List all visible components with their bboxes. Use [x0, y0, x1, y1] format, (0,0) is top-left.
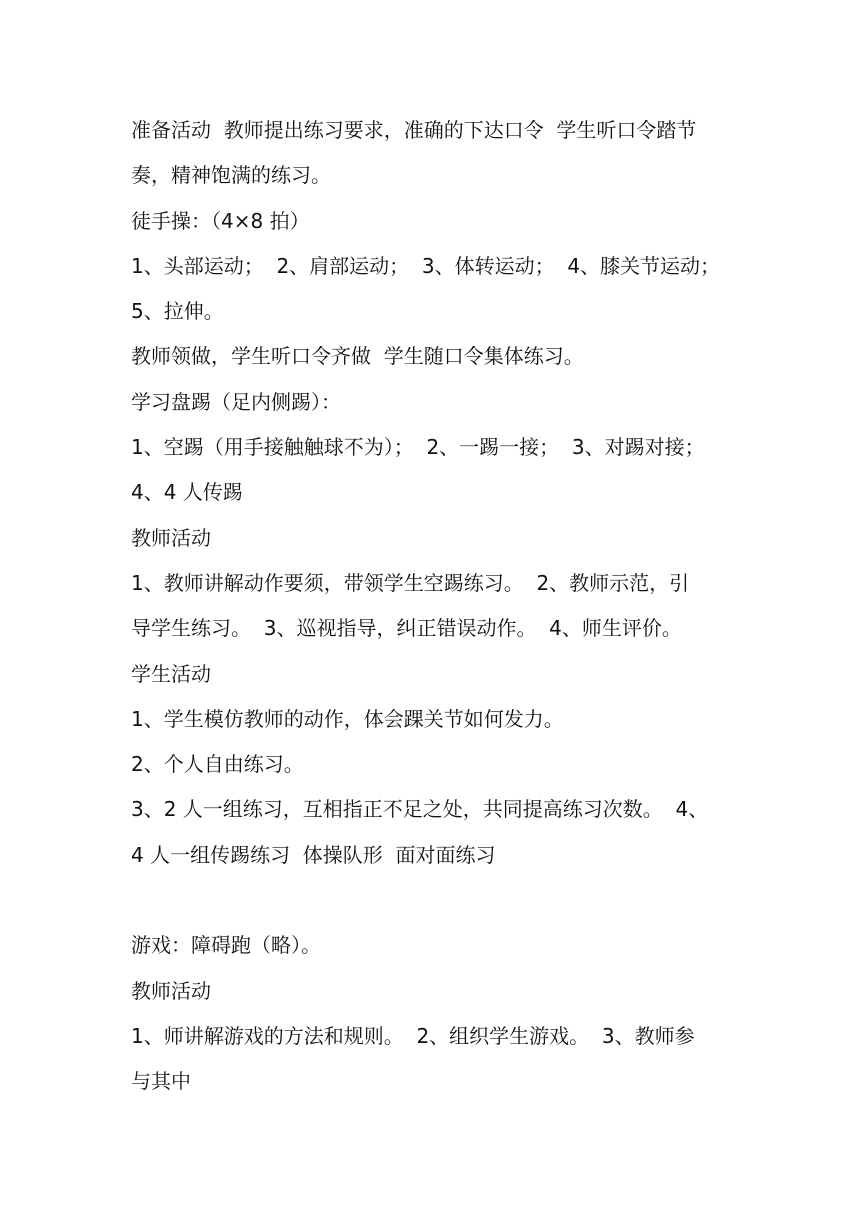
text-line: 学习盘踢（足内侧踢）： — [131, 389, 341, 414]
text-line: 1、教师讲解动作要须，带领学生空踢练习。 2、教师示范，引 — [131, 570, 690, 595]
text-line: 导学生练习。 3、巡视指导，纠正错误动作。 4、师生评价。 — [131, 616, 682, 641]
section-heading: 学生活动 — [131, 661, 211, 686]
text-line: 徒手操：（4×8 拍） — [131, 208, 310, 233]
text-line: 4、4 人传踢 — [131, 480, 243, 505]
text-line: 1、师讲解游戏的方法和规则。 2、组织学生游戏。 3、教师参 — [131, 1023, 695, 1048]
text-line: 1、学生模仿教师的动作，体会踝关节如何发力。 — [131, 706, 564, 731]
text-line: 1、空踢（用手接触触球不为）； 2、一踢一接； 3、对踢对接； — [131, 435, 705, 460]
text-line: 1、头部运动； 2、肩部运动； 3、体转运动； 4、膝关节运动； — [131, 253, 721, 278]
text-line: 奏，精神饱满的练习。 — [131, 163, 331, 188]
document-body — [131, 108, 741, 1105]
text-line: 5、拉伸。 — [131, 299, 224, 324]
text-line: 2、个人自由练习。 — [131, 752, 304, 777]
text-line: 与其中 — [131, 1069, 191, 1094]
text-line: 准备活动 教师提出练习要求，准确的下达口令 学生听口令踏节 — [131, 118, 697, 142]
text-line: 游戏：障碍跑（略）。 — [131, 933, 321, 958]
text-line: 教师领做，学生听口令齐做 学生随口令集体练习。 — [131, 344, 584, 369]
blank-line — [131, 878, 741, 923]
text-line: 4 人一组传踢练习 体操队形 面对面练习 — [131, 842, 496, 867]
text-line: 3、2 人一组练习，互相指正不足之处，共同提高练习次数。 4、 — [131, 797, 709, 822]
section-heading: 教师活动 — [131, 978, 211, 1003]
section-heading: 教师活动 — [131, 525, 211, 550]
